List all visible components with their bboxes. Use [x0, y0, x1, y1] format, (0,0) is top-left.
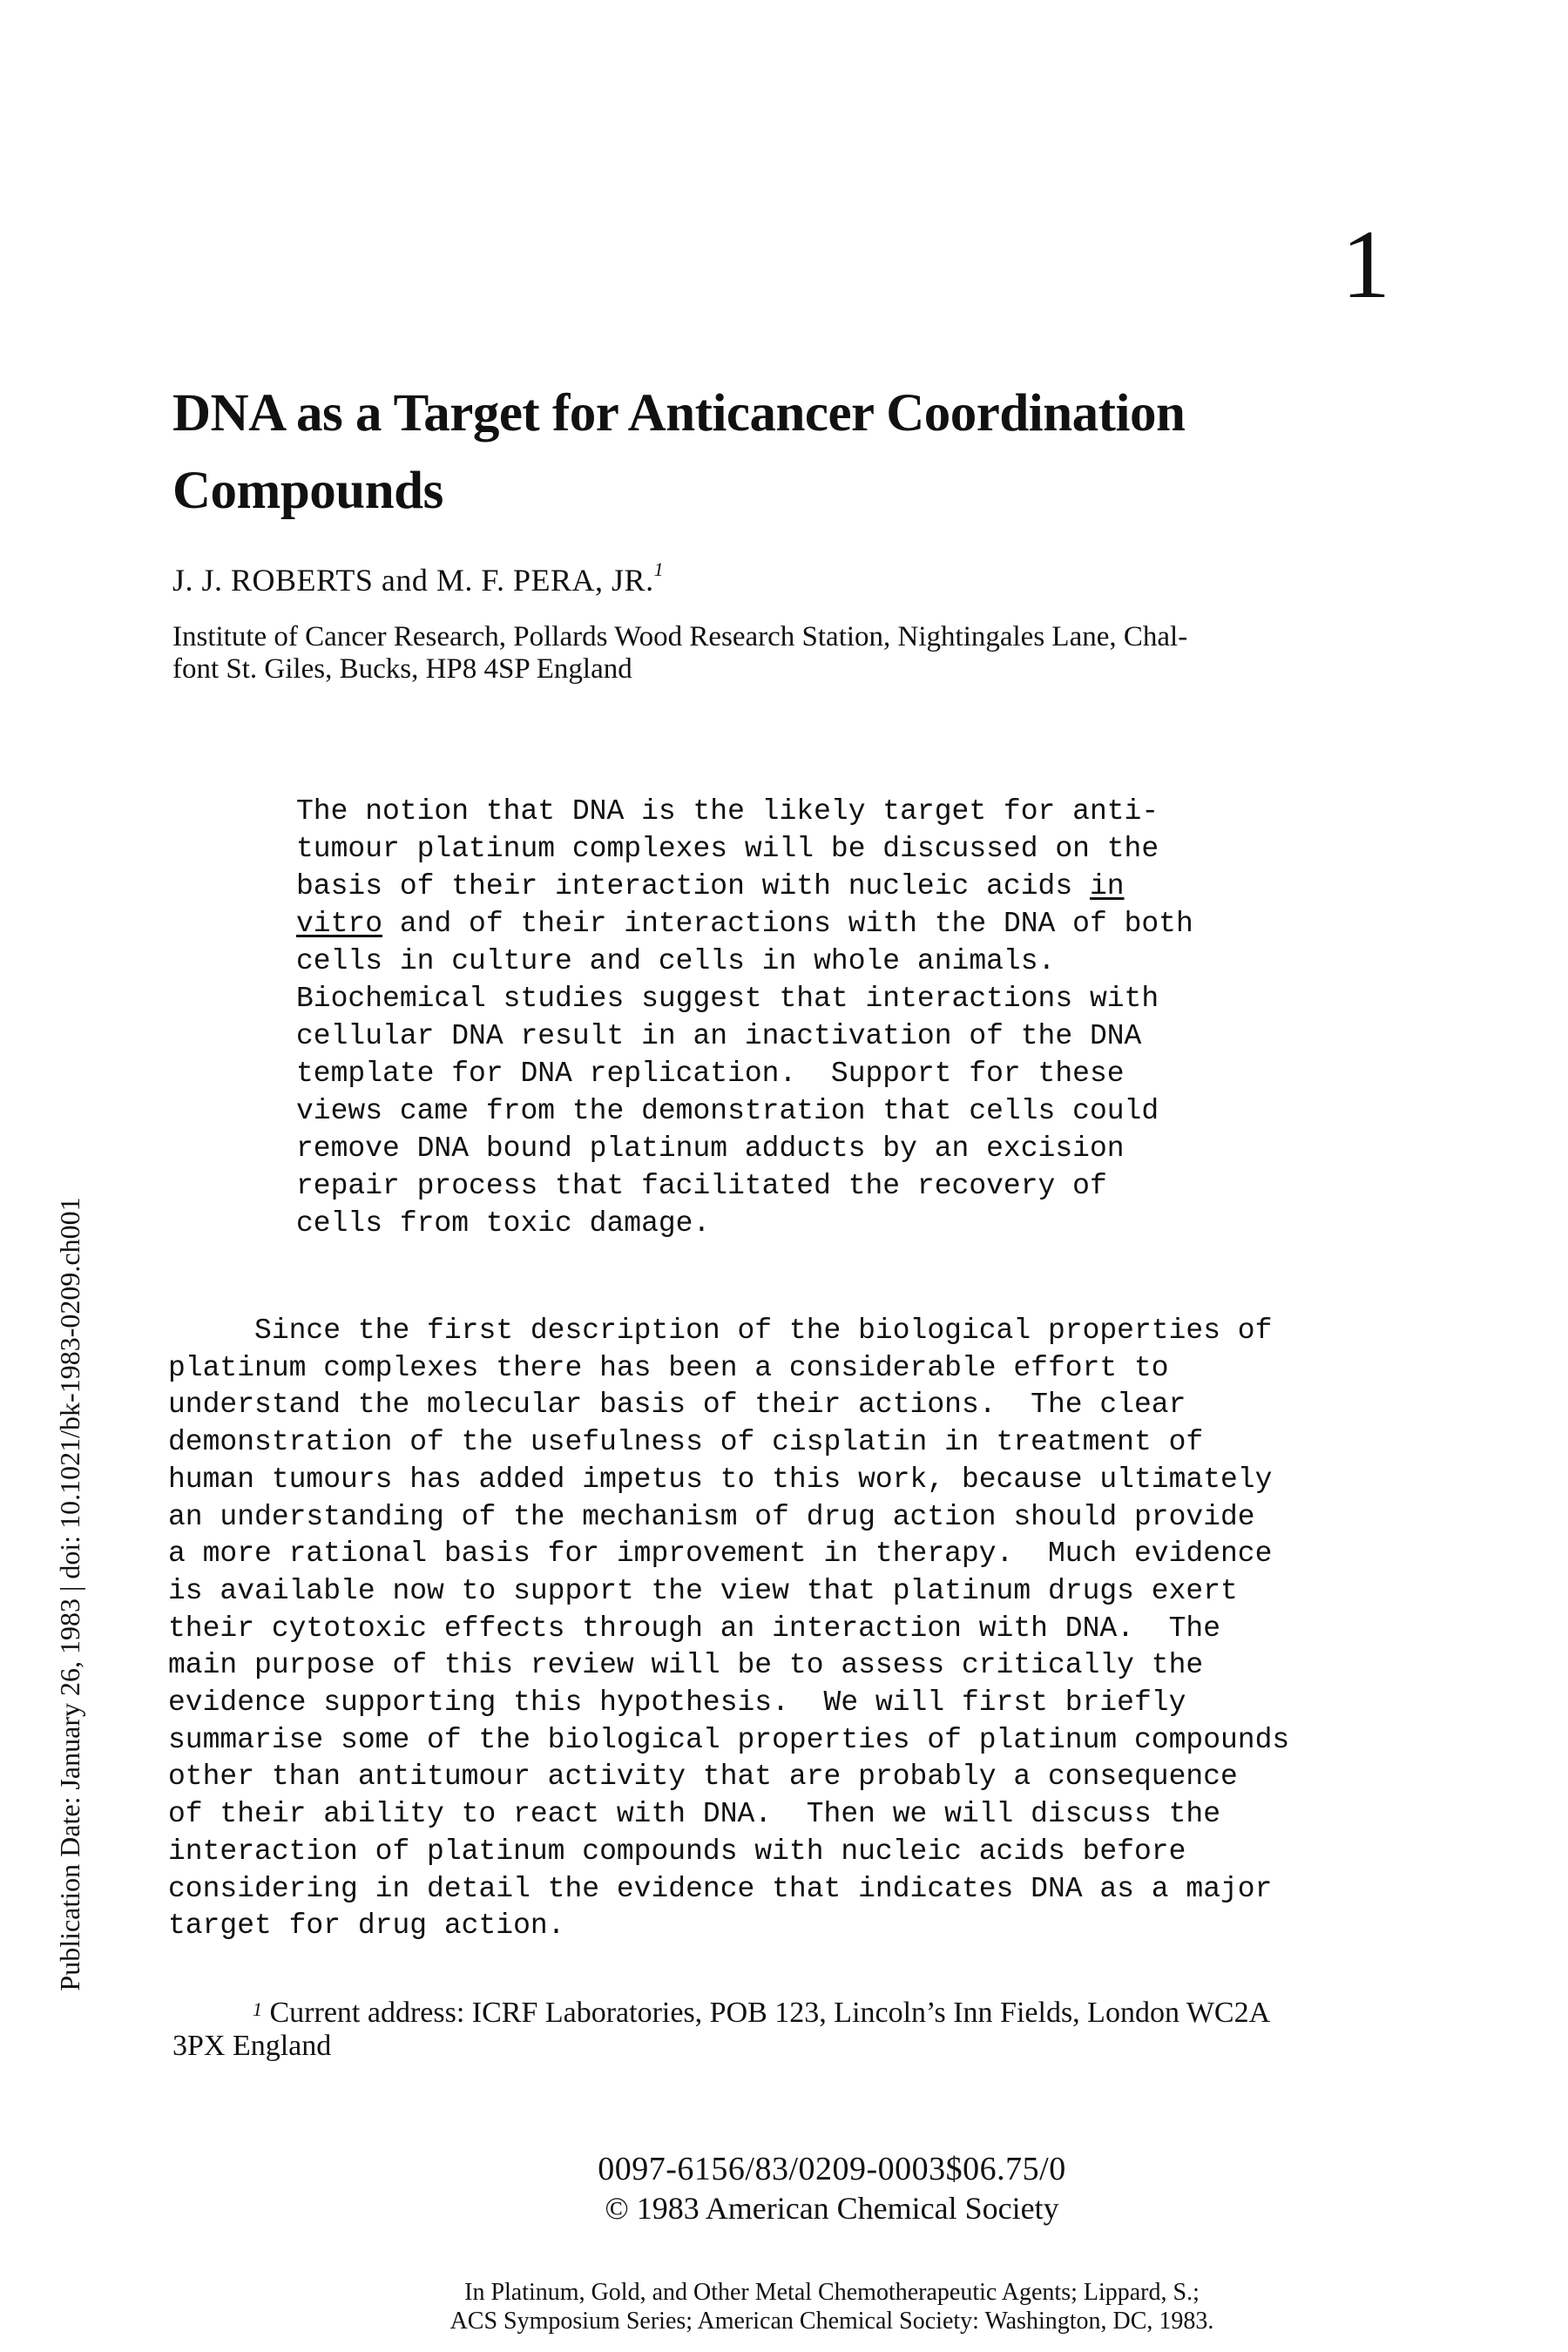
- copyright-notice: © 1983 American Chemical Society: [605, 2191, 1059, 2226]
- body-line: summarise some of the biological properties of platinum compounds: [168, 1723, 1290, 1756]
- abstract-italic-term: in: [1089, 870, 1125, 902]
- author-names: J. J. ROBERTS and M. F. PERA, JR.: [172, 563, 654, 598]
- authors: [172, 558, 665, 598]
- body-line: their cytotoxic effects through an interaction with DNA. The: [168, 1612, 1220, 1645]
- body-line: other than antitumour activity that are probably a consequence: [168, 1761, 1238, 1794]
- publication-side-note: Publication Date: January 26, 1983 | doi: 10.1021/bk-1983-0209.ch001: [54, 1197, 85, 1991]
- abstract-line: [296, 868, 1394, 905]
- body-line: considering in detail the evidence that indicates DNA as a major: [168, 1872, 1273, 1905]
- affiliation-line: font St. Giles, Bucks, HP8 4SP England: [172, 653, 632, 685]
- chapter-number: 1: [1342, 211, 1390, 319]
- price-code: 0097-6156/83/0209-0003$06.75/0: [598, 2151, 1066, 2187]
- body-line: evidence supporting this hypothesis. We will first briefly: [168, 1686, 1186, 1720]
- footnote-line: [172, 1997, 1396, 2030]
- body-line: demonstration of the usefulness of cisplatin in treatment of: [168, 1426, 1204, 1459]
- body-line: platinum complexes there has been a considerable effort to: [168, 1351, 1169, 1384]
- abstract-line: [296, 905, 1394, 943]
- abstract-line: cells in culture and cells in whole animals.: [296, 945, 1056, 977]
- footnote-text: Current address: ICRF Laboratories, POB 123, Lincoln’s Inn Fields, London WC2A: [262, 1997, 1271, 2029]
- footnote: [172, 1997, 1396, 2063]
- body-line: target for drug action.: [168, 1909, 565, 1943]
- body-line: of their ability to react with DNA. Then we will discuss the: [168, 1798, 1220, 1831]
- body-line: interaction of platinum compounds with nucleic acids before: [168, 1835, 1186, 1868]
- body-line: an understanding of the mechanism of drug action should provide: [168, 1500, 1255, 1533]
- footnote-line: 3PX England: [172, 2030, 332, 2062]
- body-line: understand the molecular basis of their actions. The clear: [168, 1389, 1186, 1422]
- citation: [0, 2278, 1568, 2335]
- body-line: human tumours has added impetus to this work, because ultimately: [168, 1463, 1273, 1496]
- abstract-line: remove DNA bound platinum adducts by an excision: [296, 1132, 1125, 1165]
- abstract-line: views came from the demonstration that cells could: [296, 1095, 1159, 1127]
- abstract-line: repair process that facilitated the recovery of: [296, 1170, 1107, 1202]
- abstract-line: tumour platinum complexes will be discussed on the: [296, 833, 1159, 865]
- chapter-title-line: Compounds: [172, 462, 443, 520]
- body-line: a more rational basis for improvement in therapy. Much evidence: [168, 1538, 1273, 1571]
- author-footnote-mark[interactable]: 1: [653, 558, 665, 580]
- body-line: is available now to support the view that platinum drugs exert: [168, 1574, 1238, 1607]
- abstract-line: cells from toxic damage.: [296, 1207, 711, 1240]
- abstract-text: and of their interactions with the DNA of both: [382, 908, 1193, 940]
- citation-line: In Platinum, Gold, and Other Metal Chemotherapeutic Agents; Lippard, S.;: [464, 2279, 1200, 2306]
- citation-line: ACS Symposium Series; American Chemical Society: Washington, DC, 1983.: [449, 2308, 1214, 2335]
- abstract-line: Biochemical studies suggest that interactions with: [296, 983, 1159, 1015]
- abstract-italic-term: vitro: [296, 908, 383, 940]
- body-line: Since the first description of the biological properties of: [168, 1315, 1273, 1347]
- abstract-line: template for DNA replication. Support for these: [296, 1058, 1125, 1090]
- abstract: [296, 793, 1394, 1242]
- abstract-line: cellular DNA result in an inactivation of the DNA: [296, 1020, 1142, 1052]
- abstract-text: basis of their interaction with nucleic acids: [296, 870, 1090, 902]
- body-paragraph: [168, 1313, 1405, 1945]
- body-line: main purpose of this review will be to assess critically the: [168, 1649, 1204, 1682]
- affiliation-line: Institute of Cancer Research, Pollards Wood Research Station, Nightingales Lane, Chal-: [172, 621, 1188, 652]
- chapter-title-line: DNA as a Target for Anticancer Coordination: [172, 384, 1186, 443]
- chapter-title: [172, 375, 1392, 530]
- affiliation: [172, 621, 1396, 686]
- abstract-line: The notion that DNA is the likely target for anti-: [296, 795, 1159, 828]
- footnote-mark: 1: [253, 1998, 262, 2020]
